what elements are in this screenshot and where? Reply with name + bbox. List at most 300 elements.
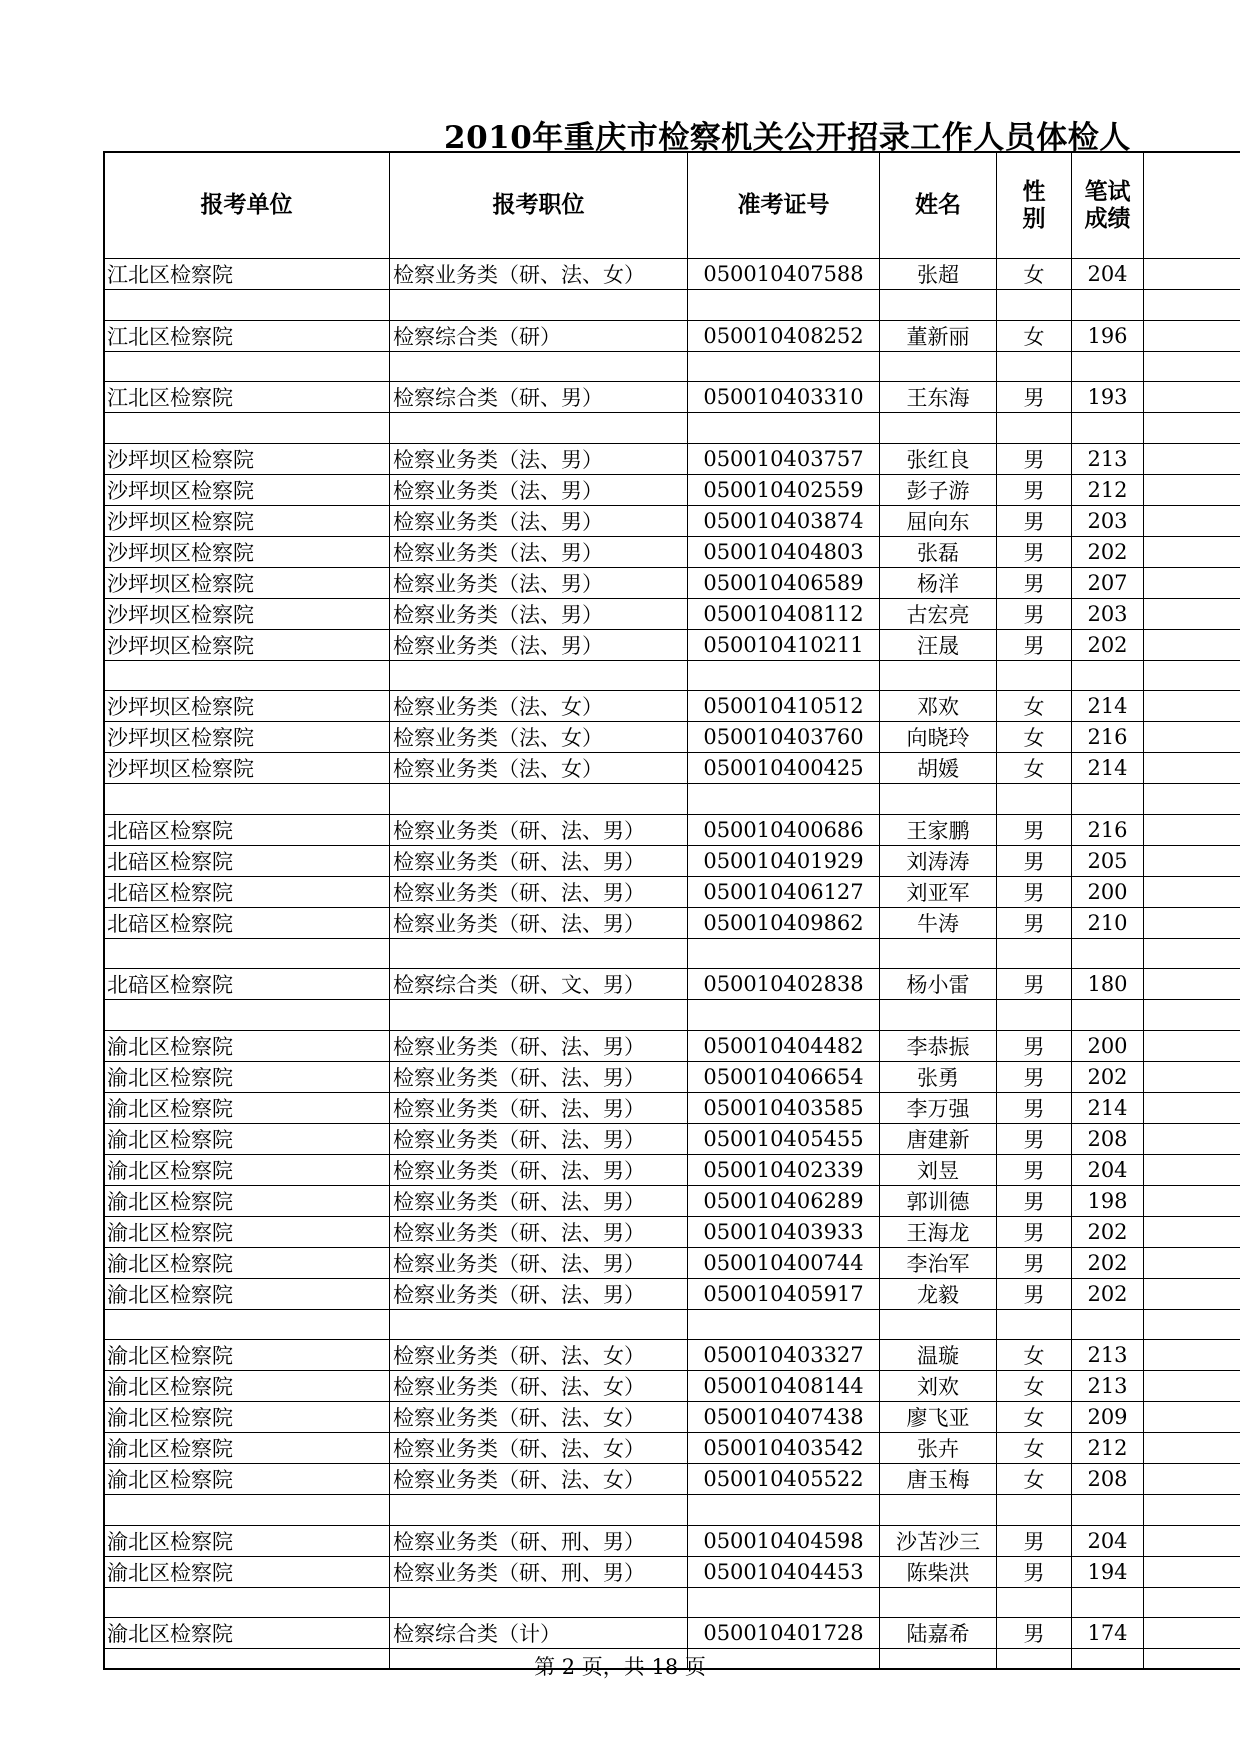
cell-position <box>390 351 688 382</box>
cell-score: 200 <box>1072 876 1144 907</box>
cell-overflow <box>1144 351 1240 382</box>
table-row <box>104 474 1240 505</box>
cell-position: 检察业务类（研、法、女） <box>390 1402 688 1433</box>
cell-score: 212 <box>1072 1433 1144 1464</box>
table-row <box>104 814 1240 845</box>
cell-overflow <box>1144 814 1240 845</box>
cell-exam-id: 050010403542 <box>688 1433 880 1464</box>
cell-position: 检察业务类（研、法、男） <box>390 1061 688 1092</box>
cell-position <box>390 784 688 815</box>
cell-unit: 渝北区检察院 <box>104 1371 390 1402</box>
cell-exam-id <box>688 1495 880 1526</box>
cell-exam-id: 050010403585 <box>688 1092 880 1123</box>
cell-score: 174 <box>1072 1618 1144 1649</box>
cell-exam-id <box>688 1587 880 1618</box>
cell-unit: 沙坪坝区检察院 <box>104 567 390 598</box>
cell-name <box>880 784 997 815</box>
cell-exam-id: 050010405917 <box>688 1278 880 1309</box>
cell-overflow <box>1144 1495 1240 1526</box>
cell-name: 向晓玲 <box>880 722 997 753</box>
cell-sex <box>997 351 1072 382</box>
cell-score: 205 <box>1072 845 1144 876</box>
cell-unit: 沙坪坝区检察院 <box>104 629 390 660</box>
cell-sex: 女 <box>997 259 1072 290</box>
cell-unit: 北碚区检察院 <box>104 876 390 907</box>
cell-score <box>1072 938 1144 969</box>
table-row <box>104 1030 1240 1061</box>
cell-sex: 男 <box>997 1123 1072 1154</box>
cell-position <box>390 1587 688 1618</box>
cell-unit: 江北区检察院 <box>104 320 390 351</box>
cell-exam-id <box>688 290 880 321</box>
cell-exam-id: 050010402559 <box>688 474 880 505</box>
cell-unit: 渝北区检察院 <box>104 1154 390 1185</box>
cell-name: 杨洋 <box>880 567 997 598</box>
cell-name <box>880 660 997 691</box>
cell-position <box>390 660 688 691</box>
cell-unit <box>104 1587 390 1618</box>
cell-sex: 女 <box>997 1464 1072 1495</box>
cell-position: 检察业务类（研、法、男） <box>390 907 688 938</box>
table-row <box>104 382 1240 413</box>
cell-sex: 男 <box>997 1030 1072 1061</box>
cell-sex: 男 <box>997 845 1072 876</box>
cell-exam-id: 050010403760 <box>688 722 880 753</box>
cell-overflow <box>1144 598 1240 629</box>
header-sex-line1: 性 <box>1022 178 1046 206</box>
cell-unit: 沙坪坝区检察院 <box>104 691 390 722</box>
cell-overflow <box>1144 1587 1240 1618</box>
cell-unit: 北碚区检察院 <box>104 845 390 876</box>
cell-position: 检察综合类（研） <box>390 320 688 351</box>
cell-unit <box>104 1000 390 1031</box>
cell-sex: 女 <box>997 722 1072 753</box>
cell-name: 李万强 <box>880 1092 997 1123</box>
table-row <box>104 1154 1240 1185</box>
cell-score: 202 <box>1072 1278 1144 1309</box>
cell-overflow <box>1144 382 1240 413</box>
table-row <box>104 753 1240 784</box>
cell-score: 203 <box>1072 598 1144 629</box>
cell-unit: 渝北区检察院 <box>104 1278 390 1309</box>
cell-overflow <box>1144 691 1240 722</box>
cell-sex <box>997 660 1072 691</box>
cell-name: 王家鹏 <box>880 814 997 845</box>
cell-overflow <box>1144 969 1240 1000</box>
cell-score <box>1072 1000 1144 1031</box>
cell-name: 张勇 <box>880 1061 997 1092</box>
cell-unit: 沙坪坝区检察院 <box>104 443 390 474</box>
cell-unit: 沙坪坝区检察院 <box>104 753 390 784</box>
cell-name: 刘昱 <box>880 1154 997 1185</box>
cell-position: 检察业务类（法、男） <box>390 443 688 474</box>
cell-score: 200 <box>1072 1030 1144 1061</box>
cell-score: 193 <box>1072 382 1144 413</box>
cell-sex: 男 <box>997 1216 1072 1247</box>
table-row-blank <box>104 1000 1240 1031</box>
cell-sex <box>997 1495 1072 1526</box>
cell-sex <box>997 1587 1072 1618</box>
cell-unit <box>104 413 390 444</box>
page-footer <box>0 1651 1240 1681</box>
cell-exam-id: 050010404803 <box>688 536 880 567</box>
cell-overflow <box>1144 1000 1240 1031</box>
table-row <box>104 1464 1240 1495</box>
cell-position: 检察业务类（法、男） <box>390 505 688 536</box>
cell-exam-id: 050010405522 <box>688 1464 880 1495</box>
cell-sex: 男 <box>997 876 1072 907</box>
table-row <box>104 1092 1240 1123</box>
cell-unit <box>104 938 390 969</box>
cell-exam-id: 050010401728 <box>688 1618 880 1649</box>
cell-score: 204 <box>1072 1525 1144 1556</box>
candidate-table-grid <box>103 151 1240 1670</box>
cell-exam-id: 050010403933 <box>688 1216 880 1247</box>
cell-score: 213 <box>1072 443 1144 474</box>
cell-score: 214 <box>1072 753 1144 784</box>
cell-overflow <box>1144 660 1240 691</box>
cell-exam-id: 050010407438 <box>688 1402 880 1433</box>
table-row <box>104 1525 1240 1556</box>
table-row <box>104 969 1240 1000</box>
table-row <box>104 845 1240 876</box>
cell-name: 董新丽 <box>880 320 997 351</box>
table-row <box>104 691 1240 722</box>
table-row <box>104 722 1240 753</box>
cell-position: 检察业务类（法、男） <box>390 536 688 567</box>
cell-position: 检察业务类（研、法、男） <box>390 1154 688 1185</box>
cell-unit: 沙坪坝区检察院 <box>104 474 390 505</box>
cell-exam-id: 050010403757 <box>688 443 880 474</box>
cell-sex: 女 <box>997 753 1072 784</box>
table-row <box>104 259 1240 290</box>
cell-overflow <box>1144 1092 1240 1123</box>
page-title: 2010年重庆市检察机关公开招录工作人员体检人 <box>444 120 1131 156</box>
cell-position <box>390 413 688 444</box>
cell-name: 牛涛 <box>880 907 997 938</box>
table-row <box>104 1185 1240 1216</box>
cell-unit: 渝北区检察院 <box>104 1092 390 1123</box>
cell-overflow <box>1144 629 1240 660</box>
cell-exam-id: 050010400686 <box>688 814 880 845</box>
cell-overflow <box>1144 722 1240 753</box>
cell-score: 194 <box>1072 1556 1144 1587</box>
cell-overflow <box>1144 845 1240 876</box>
cell-name: 张超 <box>880 259 997 290</box>
cell-position: 检察业务类（研、法、男） <box>390 1247 688 1278</box>
cell-score: 214 <box>1072 1092 1144 1123</box>
cell-exam-id <box>688 1000 880 1031</box>
cell-sex <box>997 938 1072 969</box>
cell-position: 检察业务类（研、法、男） <box>390 1278 688 1309</box>
cell-exam-id: 050010407588 <box>688 259 880 290</box>
cell-sex: 女 <box>997 320 1072 351</box>
cell-sex <box>997 784 1072 815</box>
cell-position <box>390 938 688 969</box>
cell-sex: 男 <box>997 598 1072 629</box>
cell-position: 检察业务类（研、法、男） <box>390 1185 688 1216</box>
cell-sex: 男 <box>997 1185 1072 1216</box>
cell-unit: 渝北区检察院 <box>104 1402 390 1433</box>
table-row <box>104 1340 1240 1371</box>
cell-name <box>880 413 997 444</box>
cell-name <box>880 1309 997 1340</box>
cell-name: 张卉 <box>880 1433 997 1464</box>
cell-overflow <box>1144 443 1240 474</box>
cell-exam-id: 050010406654 <box>688 1061 880 1092</box>
table-row <box>104 536 1240 567</box>
cell-exam-id: 050010401929 <box>688 845 880 876</box>
cell-sex <box>997 413 1072 444</box>
cell-name: 龙毅 <box>880 1278 997 1309</box>
header-unit: 报考单位 <box>104 152 390 259</box>
cell-exam-id: 050010403874 <box>688 505 880 536</box>
cell-exam-id: 050010402339 <box>688 1154 880 1185</box>
table-row-blank <box>104 351 1240 382</box>
cell-sex: 男 <box>997 1092 1072 1123</box>
cell-score: 216 <box>1072 814 1144 845</box>
cell-unit <box>104 1495 390 1526</box>
cell-unit: 渝北区检察院 <box>104 1464 390 1495</box>
cell-unit <box>104 290 390 321</box>
cell-exam-id: 050010408252 <box>688 320 880 351</box>
table-row <box>104 1402 1240 1433</box>
header-score-line1: 笔试 <box>1084 178 1131 206</box>
cell-overflow <box>1144 505 1240 536</box>
cell-score <box>1072 660 1144 691</box>
cell-unit <box>104 1309 390 1340</box>
header-row <box>104 152 1240 259</box>
cell-position <box>390 1495 688 1526</box>
cell-unit: 渝北区检察院 <box>104 1556 390 1587</box>
cell-overflow <box>1144 1061 1240 1092</box>
cell-unit: 江北区检察院 <box>104 259 390 290</box>
cell-sex: 女 <box>997 691 1072 722</box>
cell-unit <box>104 351 390 382</box>
cell-name: 唐玉梅 <box>880 1464 997 1495</box>
cell-exam-id: 050010410211 <box>688 629 880 660</box>
cell-name: 温璇 <box>880 1340 997 1371</box>
cell-unit: 江北区检察院 <box>104 382 390 413</box>
table-row <box>104 1123 1240 1154</box>
cell-name: 古宏亮 <box>880 598 997 629</box>
cell-name: 郭训德 <box>880 1185 997 1216</box>
cell-overflow <box>1144 1123 1240 1154</box>
cell-overflow <box>1144 1278 1240 1309</box>
cell-sex: 男 <box>997 1247 1072 1278</box>
table-row <box>104 1618 1240 1649</box>
cell-exam-id: 050010404453 <box>688 1556 880 1587</box>
cell-sex: 男 <box>997 443 1072 474</box>
cell-overflow <box>1144 536 1240 567</box>
cell-exam-id <box>688 351 880 382</box>
cell-overflow <box>1144 1433 1240 1464</box>
table-row-blank <box>104 784 1240 815</box>
cell-name: 沙苫沙三 <box>880 1525 997 1556</box>
cell-overflow <box>1144 1247 1240 1278</box>
cell-unit: 渝北区检察院 <box>104 1525 390 1556</box>
cell-exam-id <box>688 1309 880 1340</box>
cell-position: 检察业务类（法、男） <box>390 474 688 505</box>
cell-name <box>880 1000 997 1031</box>
cell-name: 邓欢 <box>880 691 997 722</box>
cell-overflow <box>1144 259 1240 290</box>
header-name: 姓名 <box>880 152 997 259</box>
cell-overflow <box>1144 876 1240 907</box>
table-row <box>104 320 1240 351</box>
cell-name: 屈向东 <box>880 505 997 536</box>
cell-sex: 男 <box>997 505 1072 536</box>
cell-position: 检察业务类（研、法、女） <box>390 1464 688 1495</box>
header-sex-line2: 别 <box>1022 204 1046 232</box>
cell-unit: 渝北区检察院 <box>104 1618 390 1649</box>
cell-position: 检察业务类（研、法、男） <box>390 1216 688 1247</box>
cell-sex <box>997 290 1072 321</box>
cell-sex: 男 <box>997 1278 1072 1309</box>
cell-position: 检察业务类（法、男） <box>390 598 688 629</box>
cell-score <box>1072 1309 1144 1340</box>
cell-exam-id: 050010406589 <box>688 567 880 598</box>
cell-unit: 渝北区检察院 <box>104 1061 390 1092</box>
cell-score: 208 <box>1072 1464 1144 1495</box>
header-score-line2: 成绩 <box>1084 204 1131 232</box>
cell-unit: 渝北区检察院 <box>104 1340 390 1371</box>
table-row-blank <box>104 660 1240 691</box>
cell-overflow <box>1144 1525 1240 1556</box>
cell-name: 李治军 <box>880 1247 997 1278</box>
cell-exam-id: 050010400744 <box>688 1247 880 1278</box>
table-row <box>104 505 1240 536</box>
cell-overflow <box>1144 474 1240 505</box>
cell-exam-id: 050010405455 <box>688 1123 880 1154</box>
cell-sex: 男 <box>997 1061 1072 1092</box>
cell-name <box>880 1495 997 1526</box>
cell-name: 陈柴洪 <box>880 1556 997 1587</box>
cell-unit: 渝北区检察院 <box>104 1185 390 1216</box>
cell-position <box>390 1309 688 1340</box>
cell-score: 180 <box>1072 969 1144 1000</box>
page-number: 第 2 页，共 18 页 <box>534 1655 706 1679</box>
cell-position: 检察业务类（研、刑、男） <box>390 1556 688 1587</box>
cell-position: 检察业务类（研、刑、男） <box>390 1525 688 1556</box>
cell-overflow <box>1144 1464 1240 1495</box>
table-row <box>104 567 1240 598</box>
header-overflow <box>1144 152 1240 259</box>
cell-score: 202 <box>1072 629 1144 660</box>
table-row <box>104 1247 1240 1278</box>
cell-unit: 渝北区检察院 <box>104 1433 390 1464</box>
cell-name <box>880 938 997 969</box>
cell-position: 检察综合类（研、男） <box>390 382 688 413</box>
cell-name: 彭子游 <box>880 474 997 505</box>
cell-position: 检察业务类（法、女） <box>390 753 688 784</box>
table-body <box>104 259 1240 1671</box>
cell-exam-id: 050010403310 <box>688 382 880 413</box>
header-position: 报考职位 <box>390 152 688 259</box>
cell-unit: 北碚区检察院 <box>104 907 390 938</box>
cell-overflow <box>1144 1556 1240 1587</box>
cell-overflow <box>1144 1216 1240 1247</box>
cell-overflow <box>1144 320 1240 351</box>
cell-score: 204 <box>1072 1154 1144 1185</box>
cell-exam-id: 050010409862 <box>688 907 880 938</box>
cell-sex: 男 <box>997 474 1072 505</box>
cell-overflow <box>1144 1618 1240 1649</box>
cell-sex: 男 <box>997 1525 1072 1556</box>
cell-score <box>1072 1495 1144 1526</box>
cell-sex <box>997 1000 1072 1031</box>
cell-unit: 渝北区检察院 <box>104 1216 390 1247</box>
cell-position: 检察业务类（法、女） <box>390 691 688 722</box>
table-row <box>104 1433 1240 1464</box>
table-row <box>104 598 1240 629</box>
cell-unit: 北碚区检察院 <box>104 969 390 1000</box>
cell-overflow <box>1144 753 1240 784</box>
cell-score: 216 <box>1072 722 1144 753</box>
cell-score: 213 <box>1072 1371 1144 1402</box>
cell-name <box>880 290 997 321</box>
table-row-blank <box>104 1495 1240 1526</box>
cell-name: 王东海 <box>880 382 997 413</box>
cell-score: 203 <box>1072 505 1144 536</box>
cell-position <box>390 290 688 321</box>
cell-sex: 女 <box>997 1402 1072 1433</box>
cell-sex: 男 <box>997 907 1072 938</box>
cell-overflow <box>1144 1371 1240 1402</box>
cell-score <box>1072 351 1144 382</box>
cell-position: 检察业务类（研、法、女） <box>390 1371 688 1402</box>
cell-sex: 女 <box>997 1371 1072 1402</box>
cell-sex: 男 <box>997 629 1072 660</box>
cell-sex: 男 <box>997 969 1072 1000</box>
cell-exam-id: 050010400425 <box>688 753 880 784</box>
cell-exam-id <box>688 938 880 969</box>
cell-sex: 女 <box>997 1340 1072 1371</box>
cell-exam-id <box>688 660 880 691</box>
cell-score: 204 <box>1072 259 1144 290</box>
cell-overflow <box>1144 1154 1240 1185</box>
cell-position: 检察业务类（研、法、男） <box>390 876 688 907</box>
cell-name: 王海龙 <box>880 1216 997 1247</box>
cell-position: 检察业务类（法、男） <box>390 567 688 598</box>
cell-score: 210 <box>1072 907 1144 938</box>
cell-position: 检察业务类（研、法、男） <box>390 845 688 876</box>
cell-score <box>1072 290 1144 321</box>
cell-position: 检察综合类（计） <box>390 1618 688 1649</box>
cell-overflow <box>1144 1030 1240 1061</box>
cell-name: 杨小雷 <box>880 969 997 1000</box>
cell-sex: 女 <box>997 1433 1072 1464</box>
cell-sex: 男 <box>997 1556 1072 1587</box>
table-row <box>104 629 1240 660</box>
cell-overflow <box>1144 567 1240 598</box>
cell-unit: 沙坪坝区检察院 <box>104 598 390 629</box>
table-row <box>104 1061 1240 1092</box>
cell-position: 检察业务类（研、法、男） <box>390 1030 688 1061</box>
cell-exam-id: 050010406127 <box>688 876 880 907</box>
cell-unit: 渝北区检察院 <box>104 1030 390 1061</box>
candidate-table <box>103 151 1240 1670</box>
cell-unit: 沙坪坝区检察院 <box>104 536 390 567</box>
cell-overflow <box>1144 1402 1240 1433</box>
cell-score: 196 <box>1072 320 1144 351</box>
cell-name: 唐建新 <box>880 1123 997 1154</box>
table-row <box>104 1278 1240 1309</box>
cell-score <box>1072 1587 1144 1618</box>
cell-position: 检察综合类（研、文、男） <box>390 969 688 1000</box>
cell-exam-id: 050010408144 <box>688 1371 880 1402</box>
cell-position: 检察业务类（研、法、女） <box>390 259 688 290</box>
